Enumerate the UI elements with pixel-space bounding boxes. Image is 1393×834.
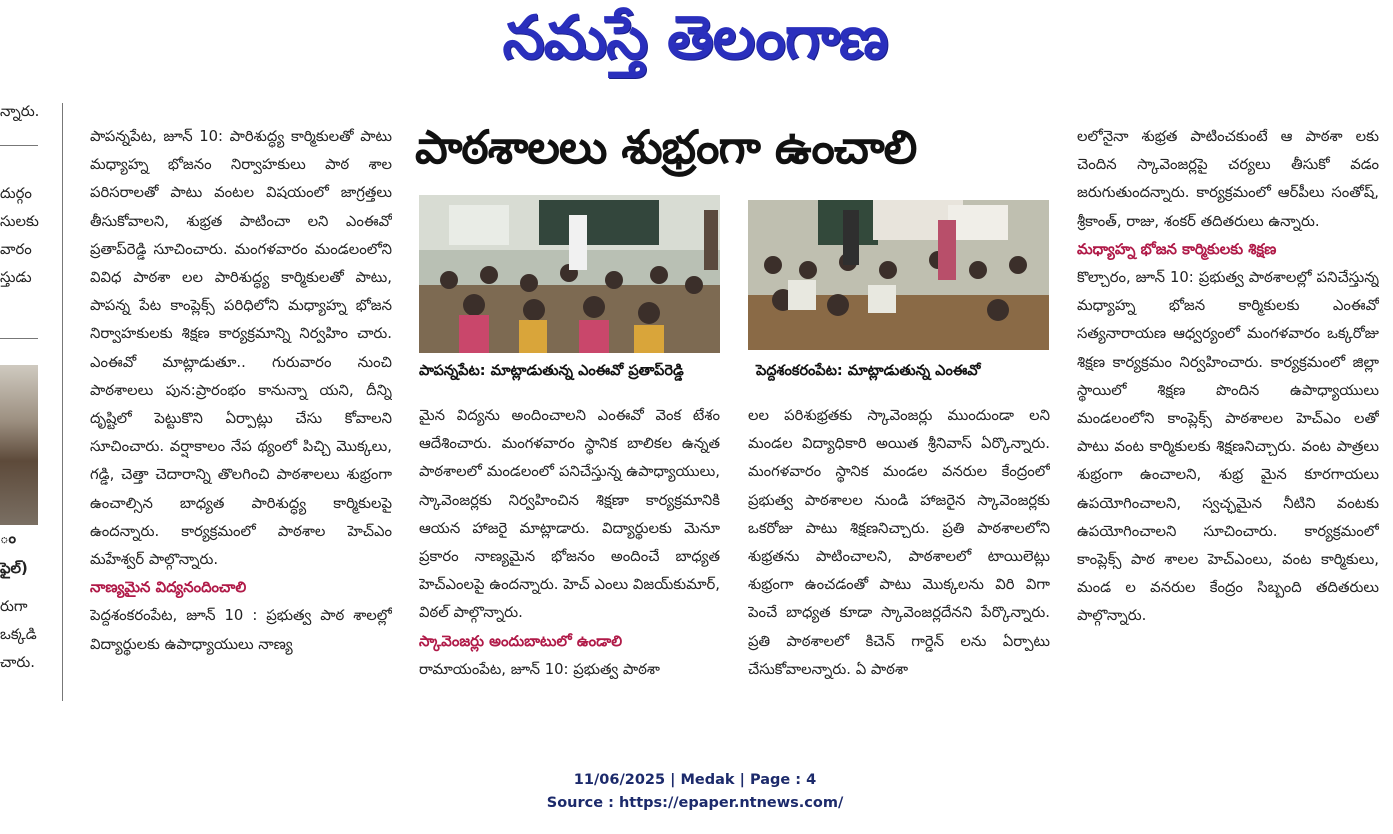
article-headline: పాఠశాలలు శుభ్రంగా ఉంచాలి	[415, 120, 917, 174]
article-column-4	[1077, 123, 1379, 713]
page-footer-source: Source : https://epaper.ntnews.com/	[546, 795, 844, 811]
divider	[0, 145, 38, 146]
divider	[0, 338, 38, 339]
article-paragraph: లలోనైనా శుభ్రత పాటించకుంటే ఆ పాఠశా లకు చెందిన స్కావెంజర్లపై చర్యలు తీసుకో వడం జరుగుతుందన్నారు. కార్యక్రమంలో ఆర్‌పీలు సంతోష్, శ్రీకాంత్, రాజు, శంకర్ తదితరులు ఉన్నారు.	[1077, 128, 1379, 230]
article-column-3	[748, 402, 1050, 712]
photo-caption: పాపన్నపేట: మాట్లాడుతున్న ఎంఈవో ప్రతాప్‌రెడ్డి	[419, 363, 684, 379]
edge-line: చారు.	[0, 654, 35, 671]
article-paragraph: రామాయంపేట, జూన్ 10: ప్రభుత్వ పాఠశా	[419, 660, 660, 678]
newspaper-masthead: నమస్తే తెలంగాణ	[502, 3, 888, 73]
article-paragraph: మైన విద్యను అందించాలని ఎంఈవో వెంక టేశం ఆదేశించారు. మంగళవారం స్థానిక బాలికల ఉన్నత పాఠశాలలో మండలంలో పనిచేస్తున్న ఉపాధ్యాయులు, స్కావెంజర్లకు నిర్వహించిన శిక్షణా కార్యక్రమానికి ఆయన హాజరై మాట్లాడారు. విద్యార్థులకు మెనూ ప్రకారం నాణ్యమైన భోజనం అందించే బాధ్యత హెచ్‌ఎంలపై ఉందన్నారు. హెచ్ ఎంలు విజయ్‌కుమార్, విఠల్ పాల్గొన్నారు.	[419, 407, 720, 622]
edge-line: ం	[0, 530, 17, 547]
edge-line: స్తుడు	[0, 269, 32, 286]
article-column-1	[90, 123, 392, 713]
edge-line: న్నారు.	[0, 103, 40, 120]
article-subheading: మధ్యాహ్న భోజన కార్మికులకు శిక్షణ	[1077, 240, 1277, 258]
portrait-photo-fragment	[0, 365, 38, 525]
edge-line: రుగా	[0, 598, 28, 615]
column-divider	[62, 103, 63, 701]
classroom-photo-2	[748, 200, 1049, 350]
article-paragraph: లల పరిశుభ్రతకు స్కావెంజర్లు ముందుండా లని మండల విద్యాధికారి అయిత శ్రీనివాస్ ఏర్కొన్నారు. మంగళవారం స్థానిక మండల వనరుల కేంద్రంలో ప్రభుత్వ పాఠశాలల నుండి హాజరైన స్కావెంజర్లకు ఒకరోజు పాటు శిక్షణనిచ్చారు. ప్రతి పాఠశాలలోని శుభ్రతను పాటించాలని, పాఠశాలలో టాయిలెట్లు శుభ్రంగా ఉంచడంతో పాటు మొక్కలను విరి విగా పెంచే బాధ్యత కూడా స్కావెంజర్లదేనని పేర్కొన్నారు. ప్రతి పాఠశాలలో కిచెన్ గార్డెన్ లను ఏర్పాటు చేసుకోవాలన్నారు. ఏ పాఠశా	[748, 407, 1050, 678]
edge-line: ఫైల్)	[0, 560, 28, 577]
adjacent-article-fragment	[0, 95, 42, 695]
edge-line: వారం	[0, 241, 32, 258]
photo-caption: పెద్దశంకరంపేట: మాట్లాడుతున్న ఎంఈవో	[756, 363, 981, 379]
page-footer-date-edition: 11/06/2025 | Medak | Page : 4	[573, 772, 817, 788]
edge-line: దుర్గం	[0, 185, 32, 202]
edge-line: ఒక్కడి	[0, 626, 37, 643]
article-paragraph: పాపన్నపేట, జూన్ 10: పారిశుద్ధ్య కార్మికులతో పాటు మధ్యాహ్న భోజనం నిర్వాహకులు పాఠ శాల పరిసరాలతో పాటు వంటల విషయంలో జాగ్రత్తలు తీసుకోవాలని, శుభ్రత పాటించా లని ఎంఈవో ప్రతాప్‌రెడ్డి సూచించారు. మంగళవారం మండలంలోని వివిధ పాఠశా లల పారిశుద్ధ్య కార్మికులతో పాటు, పాపన్న పేట కాంప్లెక్స్ పరిధిలోని మధ్యాహ్న భోజన నిర్వాహకులకు శిక్షణ కార్యక్రమాన్ని నిర్వహిం చారు. ఎంఈవో మాట్లాడుతూ.. గురువారం నుంచి పాఠశాలలు పున:ప్రారంభం కానున్నా యని, దీన్ని దృష్టిలో పెట్టుకొని ఏర్పాట్లు చేసు కోవాలని సూచించారు. వర్షాకాలం నేప థ్యంలో పిచ్చి మొక్కలు, గడ్డి, చెత్తా చెదారాన్ని తొలగించి పాఠశాలలు శుభ్రంగా ఉంచాల్సిన బాధ్యత పారిశుద్ధ్య కార్మికులపై ఉందన్నారు. కార్యక్రమంలో పాఠశాల హెచ్‌ఎం మహేశ్వర్ పాల్గొన్నారు.	[90, 128, 392, 569]
article-subheading: నాణ్యమైన విద్యనందించాలి	[90, 579, 247, 597]
edge-line: సులకు	[0, 213, 39, 230]
article-paragraph: పెద్దశంకరంపేట, జూన్ 10 : ప్రభుత్వ పాఠ శాలల్లో విద్యార్థులకు ఉపాధ్యాయులు నాణ్య	[90, 607, 392, 653]
classroom-photo-1	[419, 195, 720, 353]
article-column-2	[419, 402, 720, 712]
article-subheading: స్కావెంజర్లు అందుబాటులో ఉండాలి	[419, 632, 623, 650]
article-paragraph: కొల్చారం, జూన్ 10: ప్రభుత్వ పాఠశాలల్లో పనిచేస్తున్న మధ్యాహ్న భోజన కార్మికులకు ఎంఈవో సత్యనారాయణ ఆధ్వర్యంలో మంగళవారం ఒక్కరోజు శిక్షణ కార్యక్రమం నిర్వహించారు. కార్యక్రమంలో జిల్లా స్థాయిలో శిక్షణ పొందిన ఉపాధ్యాయులు మండలంలోని కాంప్లెక్స్ పాఠశాలల హెచ్‌ఎం లతో పాటు వంట కార్మికులకు శిక్షణనిచ్చారు. వంట పాత్రలు శుభ్రంగా ఉంచాలని, శుభ్ర మైన కూరగాయలు ఉపయోగించాలని, స్వచ్ఛమైన నీటిని వంటకు ఉపయోగించాలని సూచించారు. కార్యక్రమంలో కాంప్లెక్స్ పాఠ శాలల హెచ్‌ఎంలు, వంట కార్మికులు, మండ ల వనరుల కేంద్రం సిబ్బంది తదితరులు పాల్గొన్నారు.	[1077, 269, 1379, 625]
